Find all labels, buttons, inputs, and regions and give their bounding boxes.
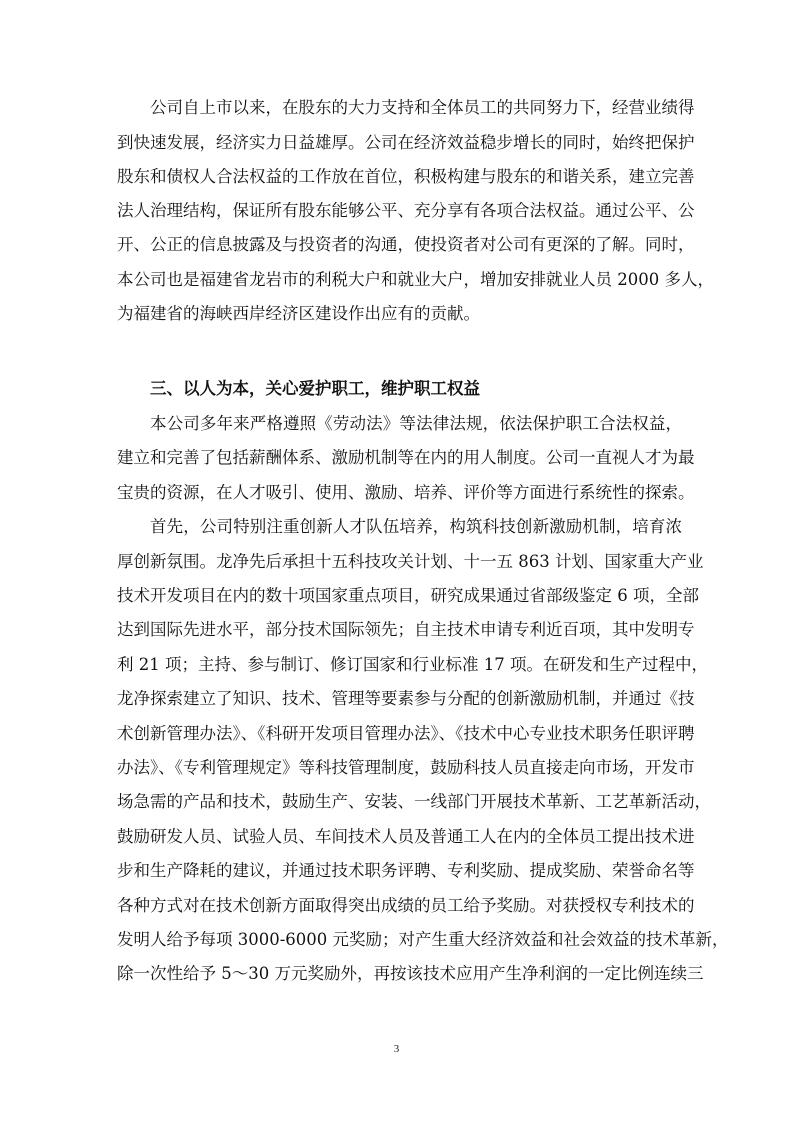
paragraph-1-line-3: 股东和债权人合法权益的工作放在首位，积极构建与股东的和谐关系，建立完善 xyxy=(117,167,695,186)
paragraph-1-line-6: 本公司也是福建省龙岩市的利税大户和就业大户，增加安排就业人员 2000 多人， xyxy=(117,270,714,289)
paragraph-3-line-7: 术创新管理办法》、《科研开发项目管理办法》、《技术中心专业技术职务任职评聘 xyxy=(117,724,695,743)
paragraph-3-line-2: 厚创新氛围。龙净先后承担十五科技攻关计划、十一五 863 计划、国家重大产业 xyxy=(117,552,704,571)
paragraph-3-line-1: 首先，公司特别注重创新人才队伍培养，构筑科技创新激励机制，培育浓 xyxy=(150,517,682,536)
paragraph-3-line-10: 鼓励研发人员、试验人员、车间技术人员及普通工人在内的全体员工提出技术进 xyxy=(117,827,695,846)
paragraph-3-line-12: 各种方式对在技术创新方面取得突出成绩的员工给予奖励。对获授权专利技术的 xyxy=(117,896,695,915)
paragraph-2-line-1: 本公司多年来严格遵照《劳动法》等法律法规，依法保护职工合法权益， xyxy=(150,414,682,433)
paragraph-3-line-5: 利 21 项；主持、参与制订、修订国家和行业标准 17 项。在研发和生产过程中， xyxy=(117,655,708,674)
paragraph-3-line-4: 达到国际先进水平，部分技术国际领先；自主技术申请专利近百项，其中发明专 xyxy=(117,620,695,639)
paragraph-3-line-6: 龙净探索建立了知识、技术、管理等要素参与分配的创新激励机制，并通过《技 xyxy=(117,689,695,708)
section-heading: 三、以人为本，关心爱护职工，维护职工权益 xyxy=(150,379,480,398)
paragraph-2-line-3: 宝贵的资源，在人才吸引、使用、激励、培养、评价等方面进行系统性的探索。 xyxy=(117,483,695,502)
paragraph-1-line-7: 为福建省的海峡西岸经济区建设作出应有的贡献。 xyxy=(117,304,480,323)
paragraph-3-line-14: 除一次性给予 5～30 万元奖励外，再按该技术应用产生净利润的一定比例连续三 xyxy=(117,964,704,983)
page-number: 3 xyxy=(393,1043,400,1055)
paragraph-3-line-13: 发明人给予每项 3000-6000 元奖励；对产生重大经济效益和社会效益的技术革新， xyxy=(117,930,729,949)
paragraph-3-line-3: 技术开发项目在内的数十项国家重点项目，研究成果通过省部级鉴定 6 项，全部 xyxy=(117,586,699,605)
paragraph-1-line-2: 到快速发展，经济实力日益雄厚。公司在经济效益稳步增长的同时，始终把保护 xyxy=(117,133,695,152)
paragraph-1-line-1: 公司自上市以来，在股东的大力支持和全体员工的共同努力下，经营业绩得 xyxy=(150,98,695,117)
paragraph-3-line-9: 场急需的产品和技术，鼓励生产、安装、一线部门开展技术革新、工艺革新活动， xyxy=(117,792,711,811)
paragraph-1-line-5: 开、公正的信息披露及与投资者的沟通，使投资者对公司有更深的了解。同时， xyxy=(117,235,695,254)
paragraph-1-line-4: 法人治理结构，保证所有股东能够公平、充分享有各项合法权益。通过公平、公 xyxy=(117,201,695,220)
paragraph-3-line-11: 步和生产降耗的建议，并通过技术职务评聘、专利奖励、提成奖励、荣誉命名等 xyxy=(117,861,695,880)
paragraph-3-line-8: 办法》、《专利管理规定》等科技管理制度，鼓励科技人员直接走向市场，开发市 xyxy=(117,758,695,777)
paragraph-2-line-2: 建立和完善了包括薪酬体系、激励机制等在内的用人制度。公司一直视人才为最 xyxy=(117,448,695,467)
